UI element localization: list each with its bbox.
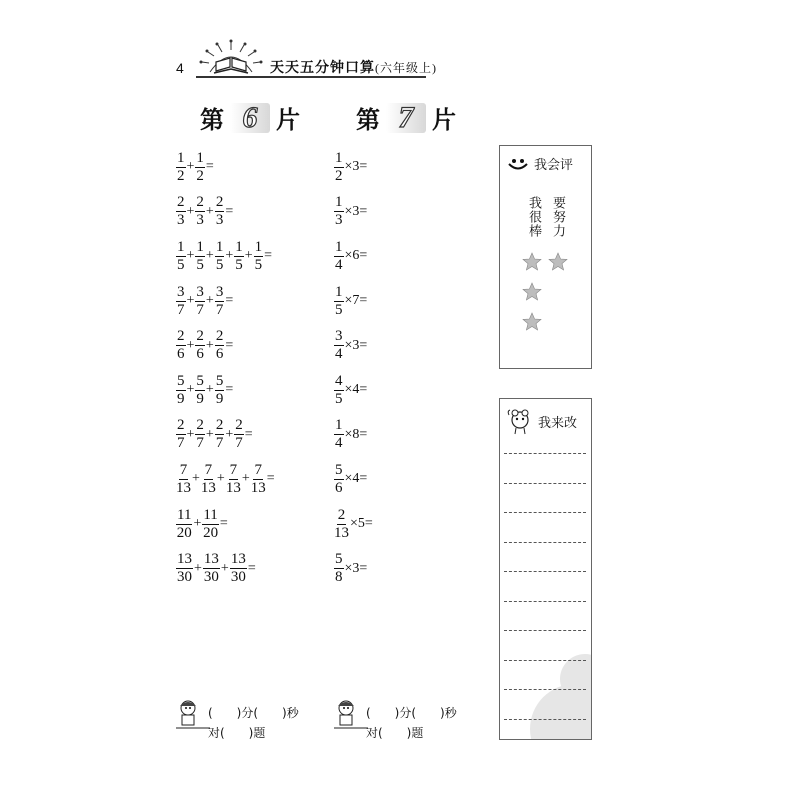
denominator: 7 bbox=[196, 301, 204, 318]
star-icon[interactable] bbox=[522, 252, 542, 272]
kid-mascot-icon bbox=[176, 698, 210, 732]
denominator: 5 bbox=[196, 256, 204, 273]
denominator: 3 bbox=[215, 212, 224, 229]
fraction bbox=[234, 239, 244, 274]
star-icon[interactable] bbox=[522, 312, 542, 332]
numerator: 7 bbox=[229, 461, 238, 478]
fraction bbox=[215, 239, 225, 274]
problem-row bbox=[176, 323, 326, 368]
page-number: 4 bbox=[176, 60, 184, 76]
fraction bbox=[215, 373, 225, 408]
numerator: 3 bbox=[215, 283, 224, 300]
denominator: 20 bbox=[203, 524, 219, 541]
fraction bbox=[215, 194, 225, 229]
fraction bbox=[226, 462, 241, 497]
equation-tail: ×4= bbox=[344, 382, 368, 398]
numerator: 2 bbox=[177, 328, 185, 345]
fraction bbox=[176, 373, 186, 408]
sheep-mascot-icon bbox=[506, 407, 534, 435]
fraction bbox=[334, 551, 344, 586]
plus-operator: + bbox=[244, 248, 253, 264]
numerator: 7 bbox=[254, 461, 262, 478]
numerator: 11 bbox=[203, 506, 218, 523]
fraction bbox=[334, 150, 344, 185]
plus-operator: + bbox=[193, 516, 202, 532]
numerator: 1 bbox=[235, 238, 243, 255]
fraction bbox=[334, 373, 344, 408]
denominator: 3 bbox=[196, 212, 204, 229]
set-7-number: 7 bbox=[386, 103, 426, 133]
problem-row bbox=[334, 234, 484, 279]
evaluation-header bbox=[506, 154, 573, 173]
numerator: 7 bbox=[204, 461, 213, 478]
fraction bbox=[334, 328, 344, 363]
denominator: 2 bbox=[335, 167, 343, 184]
fraction bbox=[176, 507, 192, 542]
fraction bbox=[215, 417, 225, 452]
fraction bbox=[176, 284, 186, 319]
correction-line[interactable] bbox=[504, 571, 586, 572]
numerator: 1 bbox=[177, 149, 185, 166]
fraction bbox=[195, 328, 205, 363]
denominator: 13 bbox=[225, 479, 241, 496]
denominator: 5 bbox=[254, 256, 263, 273]
problem-row bbox=[176, 234, 326, 279]
denominator: 7 bbox=[177, 301, 185, 318]
equation-tail: ×3= bbox=[344, 560, 368, 576]
equation-tail: ×4= bbox=[344, 471, 368, 487]
numerator: 2 bbox=[196, 328, 204, 345]
smiley-icon bbox=[506, 155, 530, 173]
open-book-sun-icon bbox=[196, 38, 266, 78]
evaluation-panel bbox=[499, 145, 592, 369]
denominator: 7 bbox=[235, 435, 243, 452]
equation-tail: ×7= bbox=[344, 293, 368, 309]
problem-row bbox=[176, 190, 326, 235]
plus-operator: + bbox=[194, 560, 202, 576]
denominator: 13 bbox=[334, 524, 349, 541]
fraction bbox=[195, 373, 205, 408]
numerator: 1 bbox=[196, 149, 204, 166]
star-icon[interactable] bbox=[548, 252, 568, 272]
plus-operator: + bbox=[205, 203, 214, 219]
correction-line[interactable] bbox=[504, 483, 586, 484]
fraction bbox=[230, 551, 247, 586]
fraction bbox=[176, 194, 186, 229]
denominator: 7 bbox=[215, 301, 224, 318]
equation-tail: ×8= bbox=[344, 426, 368, 442]
fraction bbox=[176, 462, 191, 497]
equation-tail: = bbox=[225, 382, 234, 398]
numerator: 1 bbox=[215, 238, 224, 255]
correction-header bbox=[506, 407, 577, 435]
numerator: 3 bbox=[335, 328, 343, 345]
fraction bbox=[254, 239, 264, 274]
denominator: 9 bbox=[196, 390, 204, 407]
numerator: 5 bbox=[177, 372, 185, 389]
evaluation-label-great: 我很棒 bbox=[527, 196, 542, 238]
set-6-number: 6 bbox=[230, 103, 270, 133]
equation-tail: = bbox=[244, 426, 253, 442]
equation-tail: ×6= bbox=[344, 248, 368, 264]
denominator: 5 bbox=[215, 256, 224, 273]
denominator: 2 bbox=[177, 167, 185, 184]
plus-operator: + bbox=[192, 471, 200, 487]
fraction bbox=[334, 194, 344, 229]
set-6-timer-correct: 对( )题 bbox=[208, 726, 266, 740]
plus-operator: + bbox=[241, 471, 250, 487]
numerator: 13 bbox=[177, 551, 192, 568]
equation-tail: ×3= bbox=[344, 203, 368, 219]
numerator: 13 bbox=[203, 551, 219, 568]
plus-operator: + bbox=[216, 471, 225, 487]
problem-row bbox=[176, 279, 326, 324]
denominator: 9 bbox=[177, 390, 185, 407]
plus-operator: + bbox=[205, 337, 214, 353]
problem-row bbox=[176, 457, 326, 502]
numerator: 5 bbox=[215, 372, 224, 389]
correction-line[interactable] bbox=[504, 719, 586, 720]
numerator: 3 bbox=[196, 283, 204, 300]
set-7-timer-correct: 对( )题 bbox=[366, 726, 424, 740]
numerator: 1 bbox=[254, 238, 263, 255]
evaluation-title: 我会评 bbox=[534, 158, 574, 173]
numerator: 1 bbox=[335, 283, 343, 300]
set-7-timer-time: ( )分( )秒 bbox=[366, 706, 457, 720]
fraction bbox=[195, 150, 205, 185]
fraction bbox=[215, 328, 225, 363]
numerator: 7 bbox=[179, 461, 188, 478]
denominator: 6 bbox=[196, 346, 204, 363]
denominator: 6 bbox=[177, 346, 185, 363]
correction-title: 我来改 bbox=[538, 415, 578, 431]
correction-line[interactable] bbox=[504, 689, 586, 690]
plus-operator: + bbox=[205, 293, 214, 309]
correction-line[interactable] bbox=[504, 542, 586, 543]
equation-tail: ×5= bbox=[350, 516, 373, 532]
denominator: 13 bbox=[176, 479, 191, 496]
denominator: 13 bbox=[200, 479, 216, 496]
fraction bbox=[195, 417, 205, 452]
fraction bbox=[334, 239, 344, 274]
equation-tail: = bbox=[225, 293, 234, 309]
denominator: 30 bbox=[177, 569, 192, 586]
denominator: 8 bbox=[335, 569, 343, 586]
denominator: 7 bbox=[177, 435, 185, 452]
denominator: 3 bbox=[177, 212, 185, 229]
fraction bbox=[176, 239, 186, 274]
equation-tail: = bbox=[225, 203, 234, 219]
equation-tail: = bbox=[205, 159, 214, 175]
denominator: 30 bbox=[203, 569, 219, 586]
denominator: 6 bbox=[215, 346, 224, 363]
numerator: 2 bbox=[235, 417, 243, 434]
set-7-title: 第 7 片 bbox=[356, 100, 456, 134]
fraction bbox=[334, 417, 344, 452]
plus-operator: + bbox=[186, 203, 195, 219]
denominator: 4 bbox=[335, 435, 343, 452]
numerator: 3 bbox=[177, 283, 185, 300]
plus-operator: + bbox=[205, 426, 214, 442]
fraction bbox=[203, 551, 220, 586]
denominator: 20 bbox=[176, 524, 192, 541]
correction-line[interactable] bbox=[504, 512, 586, 513]
denominator: 7 bbox=[215, 435, 224, 452]
correction-line[interactable] bbox=[504, 453, 586, 454]
numerator: 1 bbox=[335, 238, 343, 255]
denominator: 6 bbox=[335, 479, 343, 496]
kid-mascot-icon bbox=[334, 698, 368, 732]
plus-operator: + bbox=[205, 382, 214, 398]
problem-row bbox=[176, 413, 326, 458]
correction-line[interactable] bbox=[504, 660, 586, 661]
denominator: 5 bbox=[235, 256, 243, 273]
numerator: 2 bbox=[215, 194, 224, 211]
denominator: 30 bbox=[230, 569, 246, 586]
denominator: 3 bbox=[335, 212, 343, 229]
numerator: 5 bbox=[335, 551, 343, 568]
correction-panel bbox=[499, 398, 592, 740]
numerator: 1 bbox=[177, 238, 185, 255]
fraction bbox=[334, 507, 349, 542]
equation-tail: = bbox=[264, 248, 273, 264]
numerator: 13 bbox=[230, 551, 246, 568]
fraction bbox=[176, 551, 193, 586]
numerator: 11 bbox=[177, 506, 192, 523]
numerator: 2 bbox=[177, 194, 185, 211]
problem-row bbox=[176, 502, 326, 547]
numerator: 4 bbox=[335, 372, 343, 389]
problem-row bbox=[334, 457, 484, 502]
fraction bbox=[251, 462, 266, 497]
problem-row bbox=[334, 190, 484, 235]
numerator: 2 bbox=[196, 417, 204, 434]
equation-tail: ×3= bbox=[344, 159, 368, 175]
numerator: 2 bbox=[215, 417, 224, 434]
problem-row bbox=[176, 546, 326, 591]
fraction bbox=[195, 239, 205, 274]
fraction bbox=[176, 150, 186, 185]
plus-operator: + bbox=[186, 337, 195, 353]
numerator: 1 bbox=[335, 194, 343, 211]
problem-row bbox=[334, 413, 484, 458]
fraction bbox=[334, 284, 344, 319]
problem-row bbox=[176, 368, 326, 413]
denominator: 5 bbox=[177, 256, 185, 273]
denominator: 4 bbox=[335, 346, 343, 363]
denominator: 5 bbox=[335, 390, 343, 407]
star-icon[interactable] bbox=[522, 282, 542, 302]
numerator: 5 bbox=[335, 461, 343, 478]
header-rule bbox=[196, 76, 426, 78]
plus-operator: + bbox=[225, 426, 234, 442]
numerator: 2 bbox=[337, 506, 346, 523]
problem-row bbox=[334, 368, 484, 413]
denominator: 9 bbox=[215, 390, 224, 407]
numerator: 2 bbox=[177, 417, 185, 434]
denominator: 4 bbox=[335, 256, 343, 273]
evaluation-label-try-harder: 要努力 bbox=[551, 196, 566, 238]
set-6-title: 第 6 片 bbox=[200, 100, 300, 134]
plus-operator: + bbox=[205, 248, 214, 264]
plus-operator: + bbox=[220, 560, 229, 576]
set-6-problems bbox=[176, 145, 326, 591]
denominator: 5 bbox=[335, 301, 343, 318]
problem-row bbox=[334, 502, 484, 547]
equation-tail: = bbox=[225, 337, 234, 353]
plus-operator: + bbox=[186, 248, 195, 264]
numerator: 1 bbox=[335, 417, 343, 434]
fraction bbox=[215, 284, 225, 319]
numerator: 2 bbox=[196, 194, 204, 211]
fraction bbox=[195, 194, 205, 229]
plus-operator: + bbox=[186, 426, 195, 442]
set-6-timer-time: ( )分( )秒 bbox=[208, 706, 299, 720]
denominator: 2 bbox=[196, 167, 204, 184]
equation-tail: ×3= bbox=[344, 337, 368, 353]
numerator: 1 bbox=[335, 149, 343, 166]
plus-operator: + bbox=[186, 382, 195, 398]
problem-row bbox=[334, 546, 484, 591]
fraction bbox=[234, 417, 244, 452]
set-7-problems bbox=[334, 145, 484, 591]
fraction bbox=[176, 417, 186, 452]
problem-row bbox=[176, 145, 326, 190]
numerator: 1 bbox=[196, 238, 204, 255]
fraction bbox=[195, 284, 205, 319]
problem-row bbox=[334, 279, 484, 324]
numerator: 5 bbox=[196, 372, 204, 389]
correction-line[interactable] bbox=[504, 601, 586, 602]
correction-line[interactable] bbox=[504, 630, 586, 631]
equation-tail: = bbox=[247, 560, 256, 576]
denominator: 7 bbox=[196, 435, 204, 452]
fraction bbox=[202, 507, 218, 542]
numerator: 2 bbox=[215, 328, 224, 345]
fraction bbox=[176, 328, 186, 363]
plus-operator: + bbox=[225, 248, 234, 264]
problem-row bbox=[334, 145, 484, 190]
book-title: 天天五分钟口算(六年级上) bbox=[270, 61, 437, 76]
fraction bbox=[201, 462, 216, 497]
denominator: 13 bbox=[250, 479, 266, 496]
equation-tail: = bbox=[219, 516, 228, 532]
plus-operator: + bbox=[186, 293, 195, 309]
equation-tail: = bbox=[266, 471, 275, 487]
problem-row bbox=[334, 323, 484, 368]
fraction bbox=[334, 462, 344, 497]
plus-operator: + bbox=[186, 159, 195, 175]
